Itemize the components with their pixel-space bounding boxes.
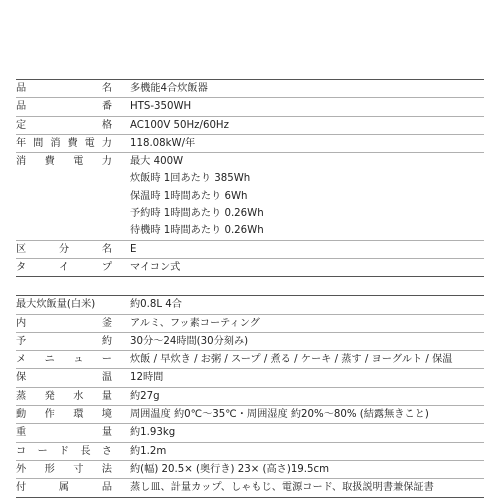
spec-label <box>16 241 112 258</box>
spec-label <box>16 351 112 368</box>
spec-label-char: ド <box>58 445 70 457</box>
spec-label <box>16 388 112 405</box>
spec-table <box>16 79 484 498</box>
spec-row <box>16 153 484 170</box>
spec-subvalue: 保温時 1時間あたり 6Wh <box>130 190 248 202</box>
spec-label-char: 区 <box>16 243 27 255</box>
spec-value: 約0.8L 4合 <box>130 299 182 311</box>
spec-row <box>16 424 484 442</box>
spec-label-char: 力 <box>101 137 112 149</box>
spec-value: 約1.93kg <box>130 427 176 439</box>
spec-label-char: 名 <box>101 243 112 255</box>
spec-label-char: 年 <box>16 137 27 149</box>
spec-label-char: 付 <box>16 482 27 494</box>
spec-label-char: 外 <box>16 463 27 475</box>
spec-label-char: 品 <box>16 83 27 94</box>
spec-subvalue: 炊飯時 1回あたり 385Wh <box>130 173 251 185</box>
spec-label-text: 最大炊飯量(白米) <box>16 299 96 311</box>
spec-value: 多機能4合炊飯器 <box>130 83 208 94</box>
spec-value: AC100V 50Hz/60Hz <box>130 119 229 131</box>
spec-label-char: 発 <box>44 390 55 402</box>
spec-label-char: 間 <box>33 137 44 149</box>
spec-row <box>16 479 484 496</box>
spec-subrow <box>16 188 484 205</box>
spec-block-detail <box>16 295 484 497</box>
spec-label <box>16 315 112 332</box>
spec-label-char: 品 <box>101 482 112 494</box>
spec-value: E <box>130 243 137 255</box>
spec-label-char: ー <box>37 445 48 457</box>
spec-label-char: 境 <box>101 409 112 421</box>
spec-label-char: 量 <box>101 390 112 402</box>
spec-value: 最大 400W <box>130 156 184 168</box>
spec-label <box>16 333 112 350</box>
spec-row <box>16 259 484 276</box>
spec-label-char: 品 <box>16 101 27 113</box>
spec-label-char: 作 <box>44 409 55 421</box>
spec-label-char: 蒸 <box>16 390 27 402</box>
spec-subvalue: 待機時 1時間あたり 0.26Wh <box>130 225 264 237</box>
spec-row <box>16 296 484 314</box>
spec-label-char: コ <box>16 445 27 457</box>
spec-label <box>16 296 112 313</box>
spec-label <box>16 153 112 170</box>
block-gap <box>16 277 484 295</box>
spec-label-char: 電 <box>84 137 95 149</box>
spec-label-char: ュ <box>73 354 84 366</box>
spec-label-char: 費 <box>44 156 55 168</box>
spec-label-char: タ <box>16 261 27 273</box>
spec-value: 約1.2m <box>130 445 167 457</box>
spec-value: アルミ、フッ素コーティング <box>130 317 260 329</box>
spec-label-char: 予 <box>16 335 27 347</box>
spec-row <box>16 80 484 98</box>
spec-label <box>16 406 112 423</box>
spec-label-char: ー <box>101 354 112 366</box>
spec-label-char: 名 <box>101 83 112 94</box>
spec-row <box>16 241 484 259</box>
spec-label-char: 消 <box>16 156 27 168</box>
spec-label-char: プ <box>101 261 112 273</box>
spec-row <box>16 351 484 369</box>
spec-row <box>16 135 484 153</box>
spec-label <box>16 98 112 115</box>
spec-label-char: 費 <box>67 137 78 149</box>
spec-label-char: 量 <box>101 427 112 439</box>
spec-subvalue: 予約時 1時間あたり 0.26Wh <box>130 208 264 220</box>
spec-label-char: 約 <box>101 335 112 347</box>
spec-row <box>16 461 484 479</box>
spec-label-char: 格 <box>101 119 112 131</box>
spec-label-char: 力 <box>101 156 112 168</box>
spec-subrow <box>16 222 484 240</box>
spec-label-char: 内 <box>16 317 27 329</box>
spec-label <box>16 135 112 152</box>
spec-value: 蒸し皿、計量カップ、しゃもじ、電源コード、取扱説明書兼保証書 <box>130 482 434 494</box>
spec-label-char: 法 <box>101 463 112 475</box>
spec-label <box>16 80 112 97</box>
spec-value: 約27g <box>130 390 160 402</box>
spec-value: 30分～24時間(30分刻み) <box>130 335 249 347</box>
spec-label <box>16 117 112 134</box>
spec-label <box>16 369 112 386</box>
spec-label-char: ニ <box>44 354 55 366</box>
spec-row <box>16 369 484 387</box>
spec-value: 約(幅) 20.5× (奥行き) 23× (高さ)19.5cm <box>130 463 330 475</box>
spec-label-char: イ <box>58 261 70 273</box>
spec-label <box>16 479 112 496</box>
spec-label-char: 属 <box>58 482 70 494</box>
spec-value: 118.08kW/年 <box>130 137 196 149</box>
spec-label-char: 動 <box>16 409 27 421</box>
spec-row <box>16 117 484 135</box>
spec-row <box>16 333 484 351</box>
spec-block-basic <box>16 79 484 277</box>
spec-label-char: メ <box>16 354 27 366</box>
spec-value: 炊飯 / 早炊き / お粥 / スープ / 煮る / ケーキ / 蒸す / ヨーグルト / 保温 <box>130 354 453 366</box>
spec-label <box>16 461 112 478</box>
spec-label-char: 釜 <box>101 317 112 329</box>
spec-label-char: 消 <box>50 137 61 149</box>
spec-row <box>16 98 484 116</box>
spec-label-char: 電 <box>73 156 84 168</box>
spec-label-char: 温 <box>101 372 112 384</box>
spec-label <box>16 424 112 441</box>
spec-label <box>16 443 112 460</box>
spec-label-char: 長 <box>80 445 91 457</box>
spec-label <box>16 259 112 276</box>
spec-value: HTS-350WH <box>130 101 192 113</box>
spec-label-char: さ <box>101 445 112 457</box>
spec-label-char: 環 <box>73 409 84 421</box>
spec-subrow <box>16 170 484 187</box>
spec-label-char: 保 <box>16 372 27 384</box>
spec-label-char: 水 <box>73 390 84 402</box>
spec-label-char: 寸 <box>73 463 84 475</box>
spec-label-char: 形 <box>44 463 55 475</box>
spec-label-char: 重 <box>16 427 27 439</box>
spec-label-char: 分 <box>58 243 70 255</box>
spec-value: 周囲温度 約0℃～35℃・周囲湿度 約20%～80% (結露無きこと) <box>130 409 429 421</box>
spec-row <box>16 406 484 424</box>
spec-value: マイコン式 <box>130 261 181 273</box>
spec-subrow <box>16 205 484 222</box>
spec-row <box>16 388 484 406</box>
spec-label-char: 番 <box>101 101 112 113</box>
spec-label-char: 定 <box>16 119 27 131</box>
spec-value: 12時間 <box>130 372 164 384</box>
spec-row <box>16 443 484 461</box>
spec-row <box>16 315 484 333</box>
